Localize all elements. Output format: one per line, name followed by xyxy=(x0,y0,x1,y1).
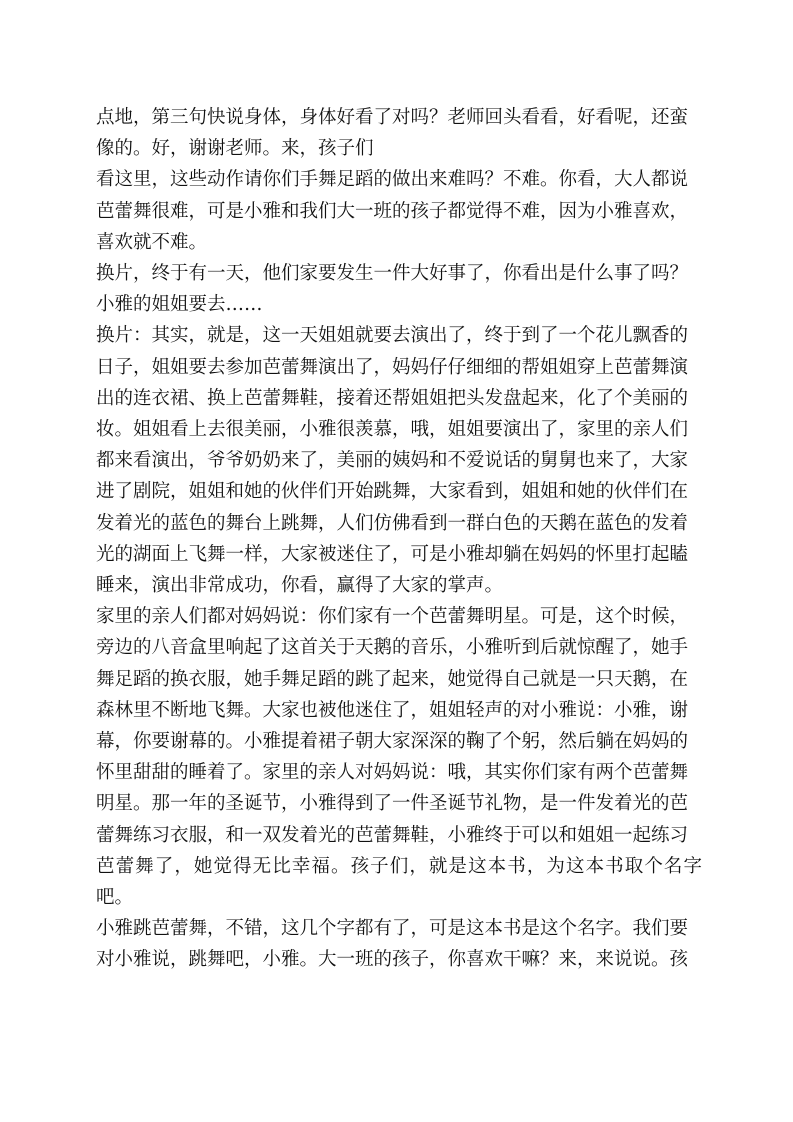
document-body xyxy=(96,102,702,976)
paragraph-4: 换片：其实，就是，这一天姐姐就要去演出了，终于到了一个花儿飘香的 日子，姐姐要去参加芭蕾舞演出了，妈妈仔仔细细的帮姐姐穿上芭蕾舞演 出的连衣裙、换上芭蕾舞鞋，接着还帮姐姐把头发盘起来，化了个美丽的 妆。姐姐看上去很美丽，小雅很羡慕，哦，姐姐要演出了，家里的亲人们 都来看演出，爷爷奶奶来了，美丽的姨妈和不爱说话的舅舅也来了，大家 进了剧院，姐姐和她的伙伴们开始跳舞，大家看到，姐姐和她的伙伴们在 发着光的蓝色的舞台上跳舞，人们仿佛看到一群白色的天鹅在蓝色的发着 光的湖面上飞舞一样，大家被迷住了，可是小雅却躺在妈妈的怀里打起瞌 睡来，演出非常成功，你看，赢得了大家的掌声。 xyxy=(96,325,689,597)
paragraph-5: 家里的亲人们都对妈妈说：你们家有一个芭蕾舞明星。可是，这个时候， 旁边的八音盒里响起了这首关于天鹅的音乐，小雅听到后就惊醒了，她手 舞足蹈的换衣服，她手舞足蹈的跳了起来，她觉得自己就是一只天鹅，在 森林里不断地飞舞。大家也被他迷住了，姐姐轻声的对小雅说：小雅，谢 幕，你要谢幕的。小雅提着裙子朝大家深深的鞠了个躬，然后躺在妈妈的 怀里甜甜的睡着了。家里的亲人对妈妈说：哦，其实你们家有两个芭蕾舞 明星。那一年的圣诞节，小雅得到了一件圣诞节礼物，是一件发着光的芭 蕾舞练习衣服，和一双发着光的芭蕾舞鞋，小雅终于可以和姐姐一起练习 芭蕾舞了，她觉得无比幸福。孩子们，就是这本书，为这本书取个名字吧。 小雅跳芭蕾舞，不错，这几个字都有了，可是这本书是这个名字。我们要 对小雅说，跳舞吧，小雅。大一班的孩子，你喜欢干嘛？来，来说说。孩 xyxy=(96,606,702,971)
paragraph-1: 点地，第三句快说身体，身体好看了对吗？老师回头看看，好看呢，还蛮 像的。好，谢谢老师。来，孩子们 xyxy=(96,107,689,160)
paragraph-2: 看这里，这些动作请你们手舞足蹈的做出来难吗？不难。你看，大人都说 芭蕾舞很难，可是小雅和我们大一班的孩子都觉得不难，因为小雅喜欢， 喜欢就不难。 xyxy=(96,169,689,253)
paragraph-3: 换片，终于有一天，他们家要发生一件大好事了，你看出是什么事了吗？ 小雅的姐姐要去…… xyxy=(96,263,689,316)
